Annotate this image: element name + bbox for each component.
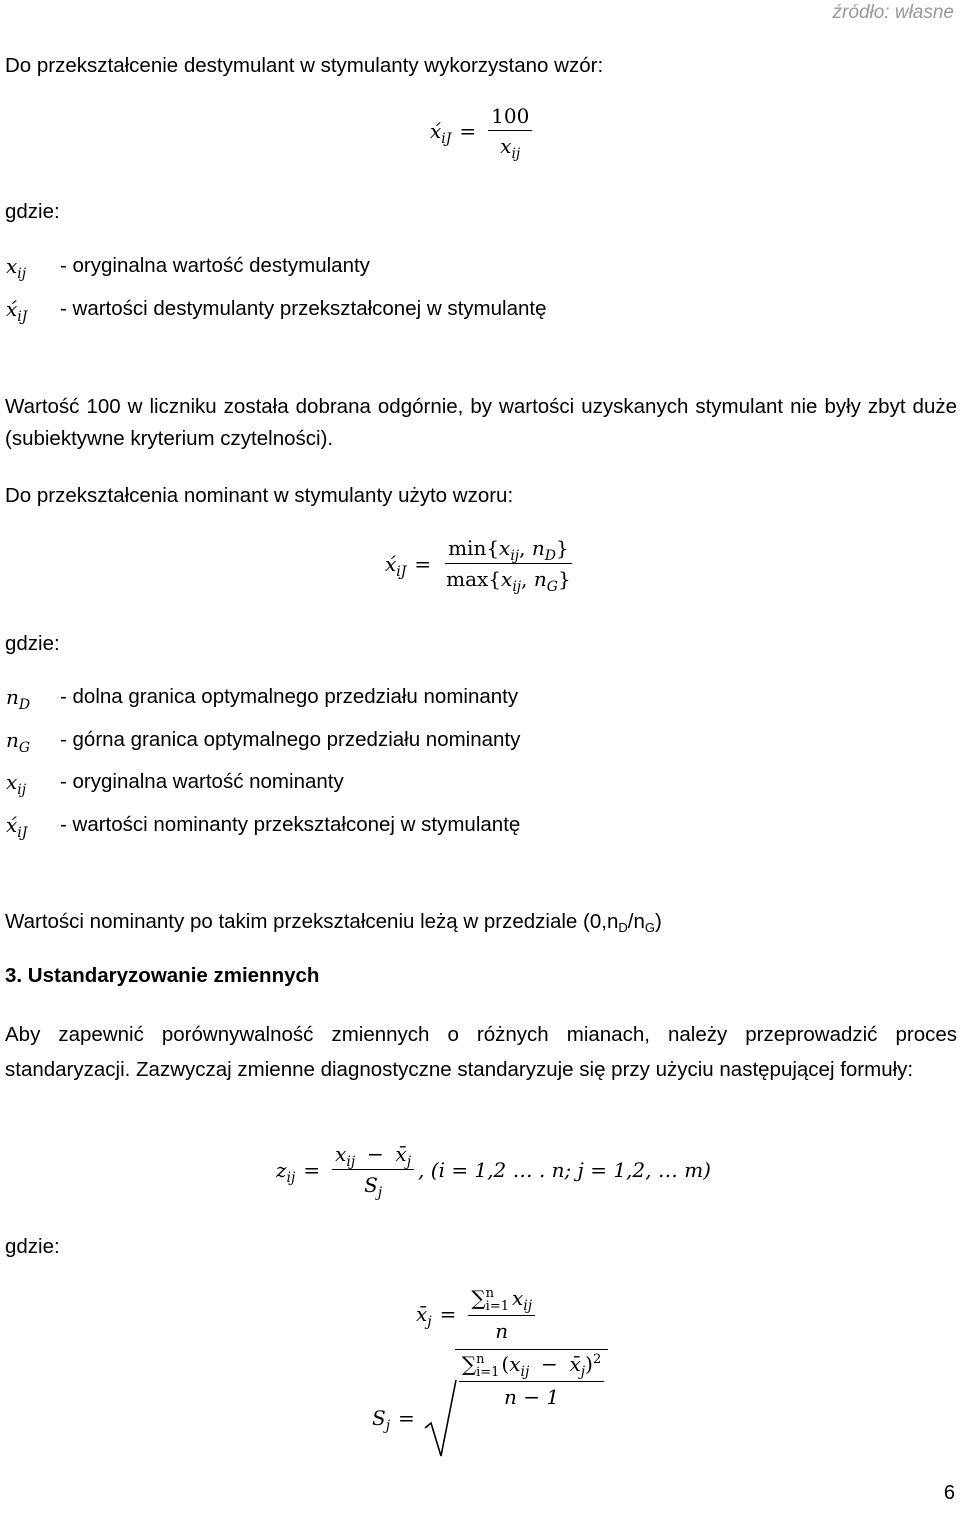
intro-nominants: Do przekształcenia nominant w stymulanty użyto wzoru:	[5, 484, 514, 507]
sqrt-radicand	[455, 1349, 608, 1409]
paragraph-standardization: Aby zapewnić porównywalność zmiennych o różnych mianach, należy przeprowadzić proces standaryzacji. Zazwyczaj zmienne diagnostyczne standaryzuje się przy użyciu następującej formuły:	[5, 1023, 957, 1081]
formula4-fraction	[468, 1286, 535, 1343]
formula4-lhs: $x̄_j$	[416, 1302, 432, 1331]
def2-sym-0: $n_D$	[6, 685, 31, 713]
page-number: 6	[943, 1482, 955, 1504]
range-sentence: Wartości nominanty po takim przekształceniu leżą w przedziale (0,nD/nG)	[5, 910, 662, 935]
formula5-denominator: n − 1	[503, 1384, 560, 1409]
gdzie-label-3: gdzie:	[5, 1235, 60, 1258]
formula3-eq: =	[303, 1158, 321, 1182]
formula5-numerator: ∑ n i=1 ($x_{ij}$ − $x̄_j)^2$	[459, 1352, 604, 1382]
formula4-eq: =	[439, 1302, 457, 1327]
formula1-fraction	[488, 104, 532, 162]
formula-destimulant	[430, 104, 536, 162]
formula5-lhs: $S_j$	[372, 1406, 391, 1434]
formula1-lhs: $x́_{iJ}$	[430, 119, 452, 147]
formula3-index-range: , (i = 1,2 … . n; j = 1,2, … m)	[418, 1158, 711, 1182]
formula4-numerator: ∑ n i=1 $x_{ij}$	[468, 1286, 535, 1316]
source-note: źródło: własne	[832, 2, 954, 23]
def2-sym-2: $x_{ij}$	[6, 770, 27, 798]
formula3-denominator: $S_j$	[364, 1173, 383, 1201]
def2-text-2: - oryginalna wartość nominanty	[60, 770, 344, 793]
formula3-fraction	[332, 1142, 414, 1201]
formula-standardization	[276, 1142, 711, 1201]
formula3-lhs: $z_{ij}$	[276, 1158, 296, 1186]
def1-text-0: - oryginalna wartość destymulanty	[60, 254, 370, 277]
gdzie-label-2: gdzie:	[5, 632, 60, 655]
formula2-eq: =	[414, 552, 432, 576]
def1-sym-1: $x́_{iJ}$	[6, 297, 28, 325]
formula1-eq: =	[459, 119, 477, 143]
formula2-fraction	[443, 536, 574, 595]
formula-nominant	[385, 536, 578, 595]
sqrt-sign-icon	[423, 1378, 457, 1458]
def2-text-3: - wartości nominanty przekształconej w stymulantę	[60, 813, 521, 836]
def2-text-1: - górna granica optymalnego przedziału nominanty	[60, 728, 521, 751]
gdzie-label-1: gdzie:	[5, 200, 60, 223]
paragraph-value-100: Wartość 100 w liczniku została dobrana odgórnie, by wartości uzyskanych stymulant nie były zbyt duże (subiektywne kryterium czytelności).	[5, 395, 957, 450]
def2-sym-1: $n_G$	[6, 728, 31, 756]
formula2-lhs: $x́_{iJ}$	[385, 552, 407, 580]
formula-mean	[416, 1286, 539, 1343]
formula1-numerator: 100	[488, 104, 532, 131]
formula5-eq: =	[398, 1406, 415, 1430]
formula3-numerator: $x_{ij}$ − $x̄_j$	[332, 1142, 414, 1170]
formula2-denominator: $\max\{x_{ij}$, $n_G$}	[446, 567, 571, 595]
def2-text-0: - dolna granica optymalnego przedziału nominanty	[60, 685, 519, 708]
formula-std-dev	[372, 1351, 608, 1458]
def1-sym-0: $x_{ij}$	[6, 254, 27, 282]
section-heading: 3. Ustandaryzowanie zmiennych	[5, 964, 320, 987]
formula4-denominator: n	[495, 1318, 509, 1343]
def1-text-1: - wartości destymulanty przekształconej w stymulantę	[60, 297, 547, 320]
def2-sym-3: $x́_{iJ}$	[6, 813, 28, 841]
formula2-numerator: $\min\{x_{ij}$, $n_D$}	[445, 536, 572, 564]
intro-destimulants: Do przekształcenie destymulant w stymulanty wykorzystano wzór:	[5, 54, 604, 77]
formula1-denominator: $x_{ij}$	[500, 134, 521, 162]
formula5-fraction	[459, 1352, 604, 1409]
